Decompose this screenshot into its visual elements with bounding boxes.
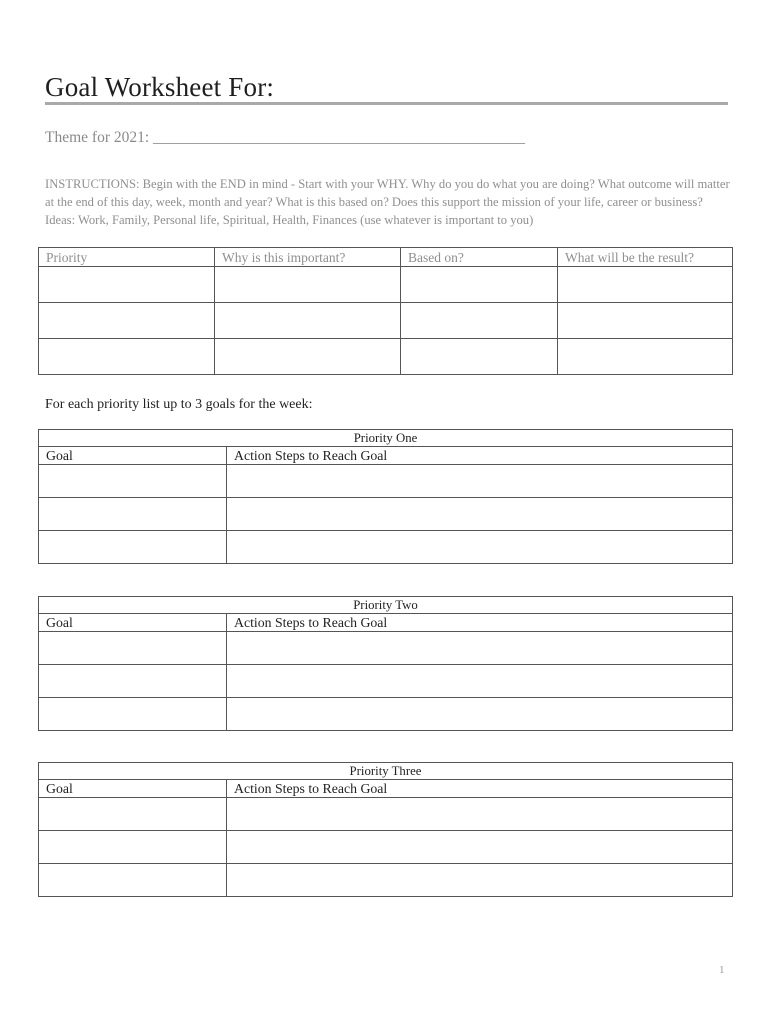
priority-cell[interactable] xyxy=(39,267,215,303)
table-row xyxy=(39,531,733,564)
action-steps-cell[interactable] xyxy=(227,798,733,831)
goals-intro: For each priority list up to 3 goals for the week: xyxy=(45,397,313,412)
goal-cell[interactable] xyxy=(39,831,227,864)
based-on-cell[interactable] xyxy=(401,267,558,303)
header-priority: Priority xyxy=(39,248,215,267)
priority-table-header xyxy=(39,248,733,267)
action-steps-cell[interactable] xyxy=(227,864,733,897)
priority-two-table xyxy=(38,596,733,731)
table-row xyxy=(39,303,733,339)
result-cell[interactable] xyxy=(558,339,733,375)
priority-cell[interactable] xyxy=(39,303,215,339)
table-row xyxy=(39,632,733,665)
priority-one-table xyxy=(38,429,733,564)
header-goal: Goal xyxy=(39,780,227,798)
priority-cell[interactable] xyxy=(39,339,215,375)
table-row xyxy=(39,665,733,698)
header-action-steps: Action Steps to Reach Goal xyxy=(227,780,733,798)
goal-cell[interactable] xyxy=(39,798,227,831)
action-steps-cell[interactable] xyxy=(227,531,733,564)
header-why-important: Why is this important? xyxy=(215,248,401,267)
why-cell[interactable] xyxy=(215,339,401,375)
table-row xyxy=(39,498,733,531)
title-divider xyxy=(45,102,728,105)
based-on-cell[interactable] xyxy=(401,303,558,339)
goal-cell[interactable] xyxy=(39,864,227,897)
action-steps-cell[interactable] xyxy=(227,665,733,698)
result-cell[interactable] xyxy=(558,267,733,303)
priority-two-caption: Priority Two xyxy=(39,597,733,614)
why-cell[interactable] xyxy=(215,267,401,303)
goal-cell[interactable] xyxy=(39,531,227,564)
table-row xyxy=(39,698,733,731)
action-steps-cell[interactable] xyxy=(227,498,733,531)
header-action-steps: Action Steps to Reach Goal xyxy=(227,614,733,632)
header-action-steps: Action Steps to Reach Goal xyxy=(227,447,733,465)
theme-line: Theme for 2021: ________________________________________________ xyxy=(45,129,526,146)
why-cell[interactable] xyxy=(215,303,401,339)
table-row xyxy=(39,267,733,303)
priority-three-caption: Priority Three xyxy=(39,763,733,780)
priority-table xyxy=(38,247,733,375)
action-steps-cell[interactable] xyxy=(227,831,733,864)
result-cell[interactable] xyxy=(558,303,733,339)
header-goal: Goal xyxy=(39,447,227,465)
table-row xyxy=(39,798,733,831)
table-row xyxy=(39,339,733,375)
page-number: 1 xyxy=(719,964,725,976)
instructions-text: INSTRUCTIONS: Begin with the END in mind - Start with your WHY. Why do you do what you are doing? What outcome will matter at the end of this day, week, month and year? What is this based on? Does this support the mission of your life, career or business? Ideas: Work, Family, Personal life, Spiritual, Health, Finances (use whatever is important to you) xyxy=(45,177,730,227)
goal-cell[interactable] xyxy=(39,498,227,531)
action-steps-cell[interactable] xyxy=(227,698,733,731)
based-on-cell[interactable] xyxy=(401,339,558,375)
page-title: Goal Worksheet For: xyxy=(45,72,275,102)
table-row xyxy=(39,864,733,897)
header-result: What will be the result? xyxy=(558,248,733,267)
header-based-on: Based on? xyxy=(401,248,558,267)
table-row xyxy=(39,831,733,864)
table-row xyxy=(39,465,733,498)
action-steps-cell[interactable] xyxy=(227,632,733,665)
action-steps-cell[interactable] xyxy=(227,465,733,498)
goal-cell[interactable] xyxy=(39,632,227,665)
goal-cell[interactable] xyxy=(39,465,227,498)
priority-three-table xyxy=(38,762,733,897)
header-goal: Goal xyxy=(39,614,227,632)
goal-cell[interactable] xyxy=(39,698,227,731)
goal-cell[interactable] xyxy=(39,665,227,698)
priority-one-caption: Priority One xyxy=(39,430,733,447)
